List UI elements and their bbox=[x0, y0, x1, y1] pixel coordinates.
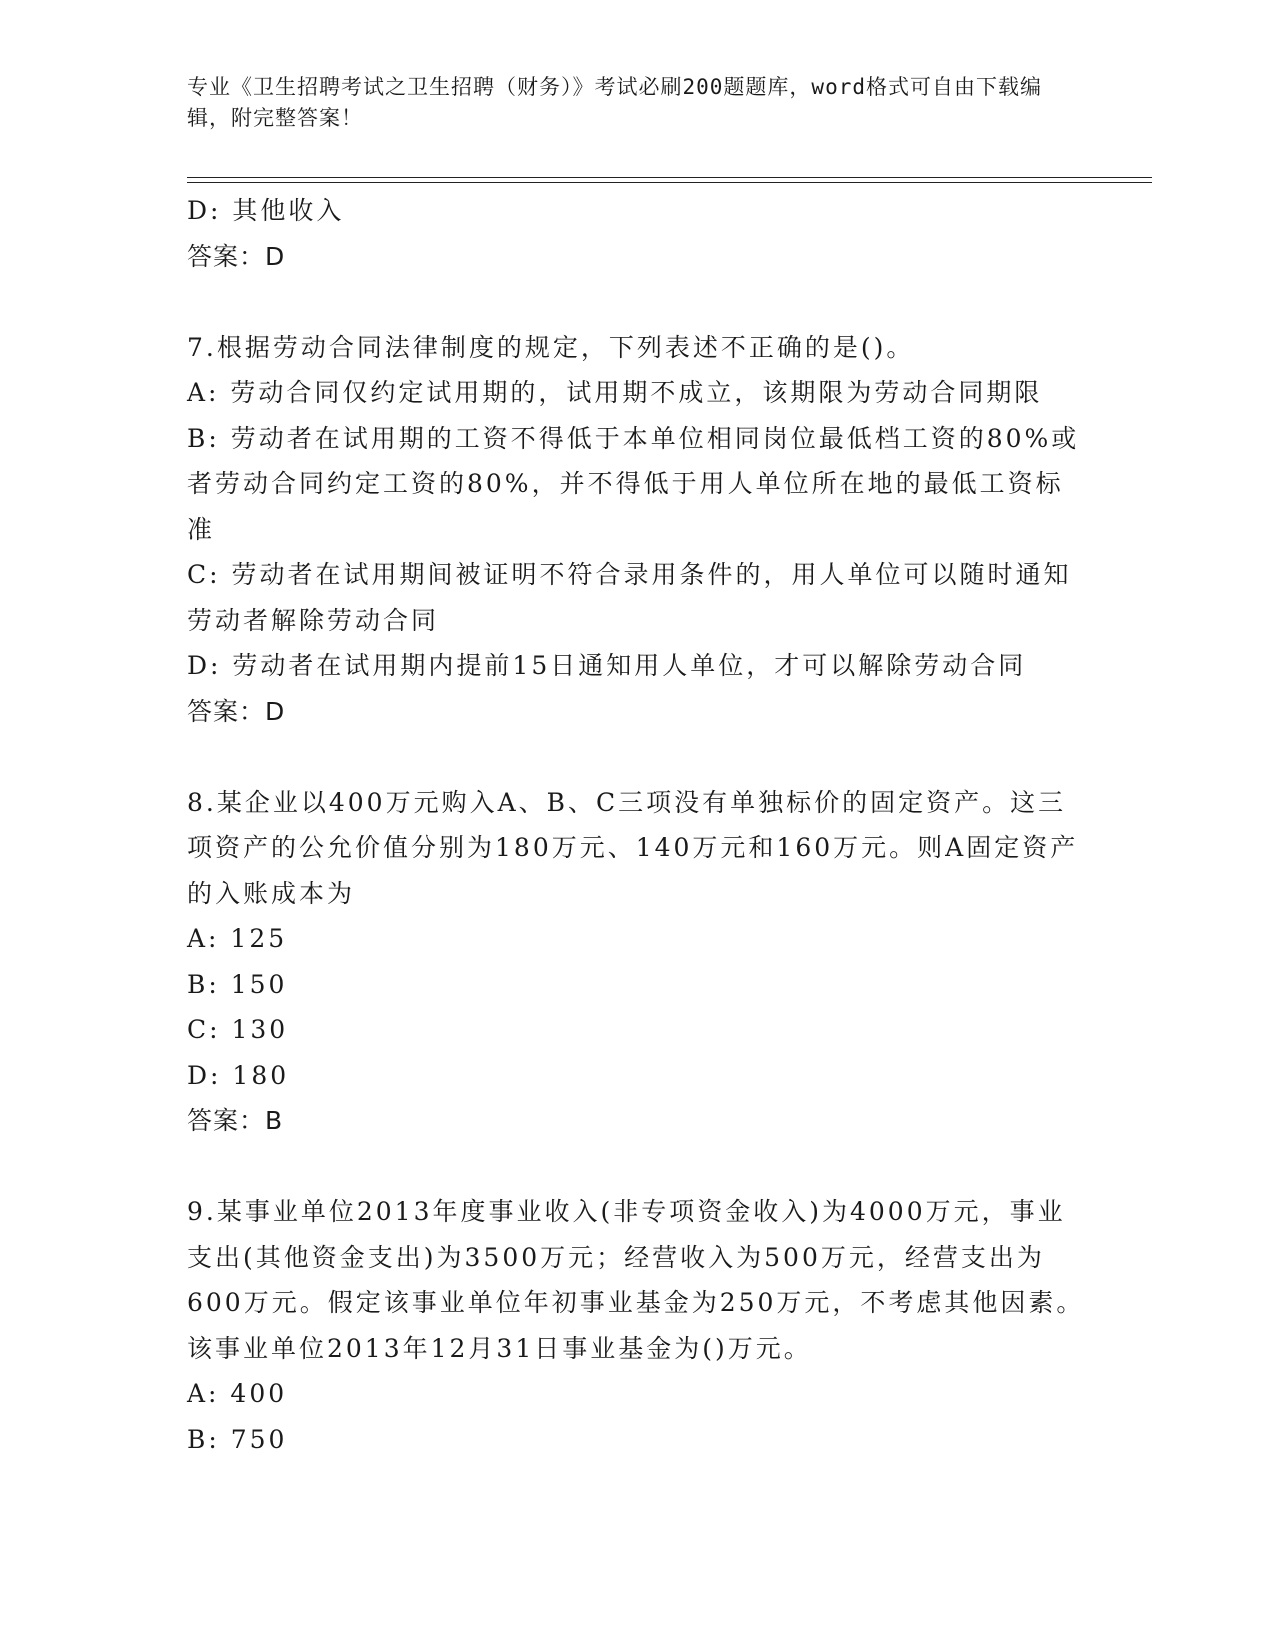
option-d: D: 劳动者在试用期内提前15日通知用人单位，才可以解除劳动合同 bbox=[187, 651, 1027, 680]
answer: 答案：D bbox=[187, 696, 286, 726]
option-b: B: 150 bbox=[187, 969, 288, 999]
spacer bbox=[187, 279, 1087, 325]
question-6-tail bbox=[187, 188, 1087, 279]
option-a: A: 125 bbox=[187, 924, 288, 953]
answer: 答案：B bbox=[187, 1106, 284, 1135]
header-text: 专业《卫生招聘考试之卫生招聘（财务）》考试必刷200题题库，word格式可自由下载编辑，附完整答案！ bbox=[187, 75, 1042, 130]
option-d: D: 180 bbox=[187, 1060, 290, 1090]
option-b: B: 劳动者在试用期的工资不得低于本单位相同岗位最低档工资的80%或者劳动合同约定工资的80%，并不得低于用人单位所在地的最低工资标准 bbox=[187, 423, 1080, 544]
option-c: C: 劳动者在试用期间被证明不符合录用条件的，用人单位可以随时通知劳动者解除劳动合同 bbox=[187, 560, 1072, 635]
document-header bbox=[187, 72, 1067, 134]
question-8 bbox=[187, 780, 1087, 1144]
spacer bbox=[187, 734, 1087, 780]
option-d: D: 其他收入 bbox=[187, 196, 345, 225]
question-stem: 7.根据劳动合同法律制度的规定，下列表述不正确的是()。 bbox=[187, 332, 915, 362]
question-7 bbox=[187, 325, 1087, 735]
option-c: C: 130 bbox=[187, 1015, 289, 1044]
option-a: A: 400 bbox=[187, 1379, 288, 1408]
question-stem: 9.某事业单位2013年度事业收入(非专项资金收入)为4000万元，事业支出(其他资金支出)为3500万元；经营收入为500万元，经营支出为600万元。假定该事业单位年初事业基金为250万元，不考虑其他因素。该事业单位2013年12月31日事业基金为()万元。 bbox=[187, 1197, 1085, 1363]
question-9 bbox=[187, 1189, 1087, 1462]
spacer bbox=[187, 1144, 1087, 1190]
header-rule-top bbox=[187, 177, 1152, 178]
header-rule-bottom bbox=[187, 182, 1152, 183]
document-body bbox=[187, 188, 1087, 1462]
option-a: A: 劳动合同仅约定试用期的，试用期不成立，该期限为劳动合同期限 bbox=[187, 378, 1043, 407]
question-stem: 8.某企业以400万元购入A、B、C三项没有单独标价的固定资产。这三项资产的公允价值分别为180万元、140万元和160万元。则A固定资产的入账成本为 bbox=[187, 787, 1079, 908]
answer: 答案：D bbox=[187, 241, 286, 271]
option-b: B: 750 bbox=[187, 1424, 288, 1454]
